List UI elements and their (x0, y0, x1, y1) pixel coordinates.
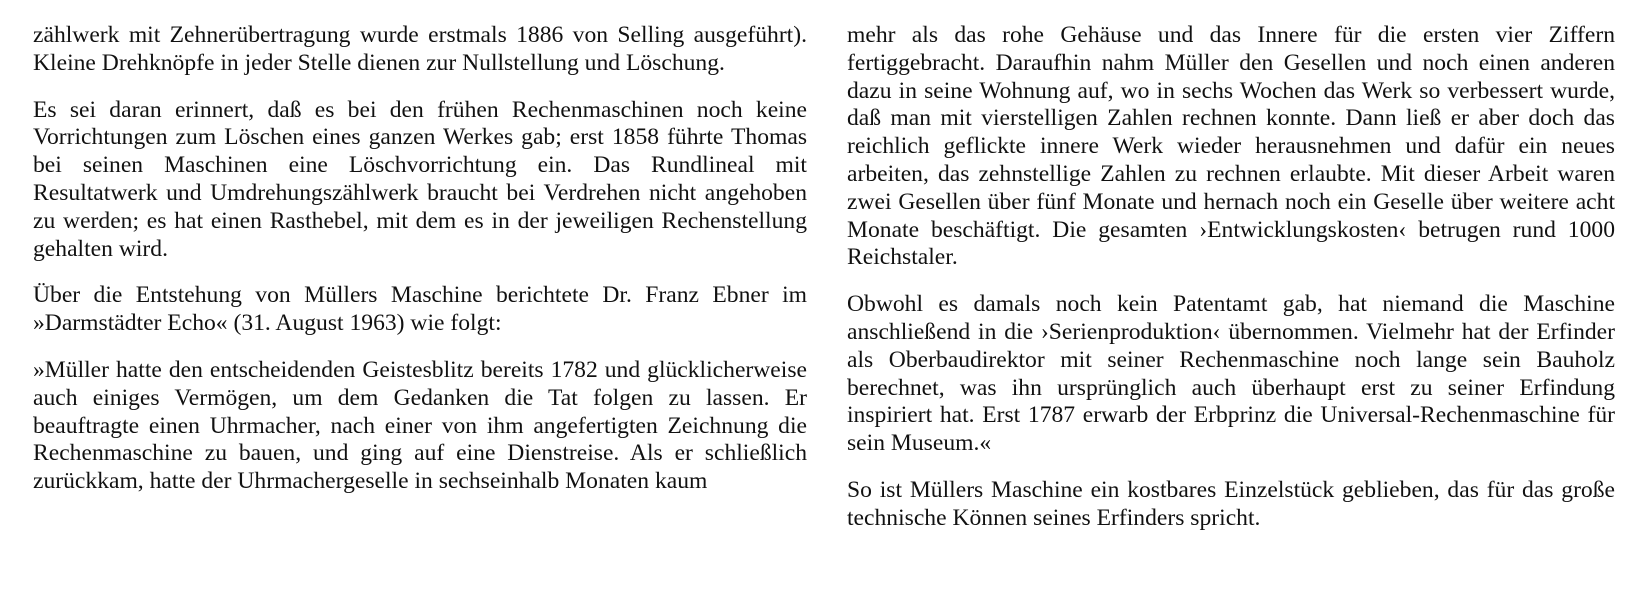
paragraph-einzelstueck: So ist Müllers Maschine ein kostbares Einzelstück geblieben, das für das große technische Können seines Erfinders spricht. (847, 476, 1615, 531)
left-column (33, 22, 807, 515)
right-column (847, 22, 1615, 552)
paragraph-quote-start: »Müller hatte den entscheidenden Geistesblitz bereits 1782 und glücklicherweise auch einiges Vermögen, um dem Gedanken die Tat folgen zu lassen. Er beauftragte einen Uhrmacher, nach einer von ihm angefertigten Zeichnung die Rechenmaschine zu bauen, und ging auf eine Dienstreise. Als er schließlich zurückkam, hatte der Uhrmachergeselle in sechseinhalb Monaten kaum (33, 356, 807, 495)
paragraph-loeschvorrichtung: Es sei daran erinnert, daß es bei den frühen Rechenmaschinen noch keine Vorrichtungen zum Löschen eines ganzen Werkes gab; erst 1858 führte Thomas bei seinen Maschinen eine Löschvorrichtung ein. Das Rundlineal mit Resultatwerk und Umdrehungszählwerk braucht bei Verdrehen nicht angehoben zu werden; es hat einen Rasthebel, mit dem es in der jeweiligen Rechenstellung gehalten wird. (33, 96, 807, 262)
paragraph-entstehung: Über die Entstehung von Müllers Maschine berichtete Dr. Franz Ebner im »Darmstädter Echo« (31. August 1963) wie folgt: (33, 282, 807, 337)
paragraph-zaehlwerk: zählwerk mit Zehnerübertragung wurde erstmals 1886 von Selling ausgeführt). Kleine Drehknöpfe in jeder Stelle dienen zur Nullstellung und Löschung. (33, 22, 807, 76)
paragraph-patentamt: Obwohl es damals noch kein Patentamt gab, hat niemand die Maschine anschließend in die ›Serienproduktion‹ übernommen. Vielmehr hat der Erfinder als Oberbaudirektor mit seiner Rechenmaschine noch lange sein Bauholz berechnet, was ihn ursprünglich auch überhaupt erst zu seiner Erfindung inspiriert hat. Erst 1787 erwarb der Erbprinz die Universal-Rechenmaschine für sein Museum.« (847, 291, 1615, 457)
paragraph-quote-continued: mehr als das rohe Gehäuse und das Innere für die ersten vier Ziffern fertiggebracht. Daraufhin nahm Müller den Gesellen und noch einen anderen dazu in seine Wohnung auf, wo in sechs Wochen das Werk so verbessert wurde, daß man mit vierstelligen Zahlen rechnen konnte. Dann ließ er aber doch das reichlich geflickte innere Werk wieder herausnehmen und dafür ein neues arbeiten, das zehnstellige Zahlen zu rechnen erlaubte. Mit dieser Arbeit waren zwei Gesellen über fünf Monate und hernach noch ein Geselle über weitere acht Monate beschäftigt. Die gesamten ›Entwicklungskosten‹ betrugen rund 1000 Reichstaler. (847, 22, 1615, 271)
